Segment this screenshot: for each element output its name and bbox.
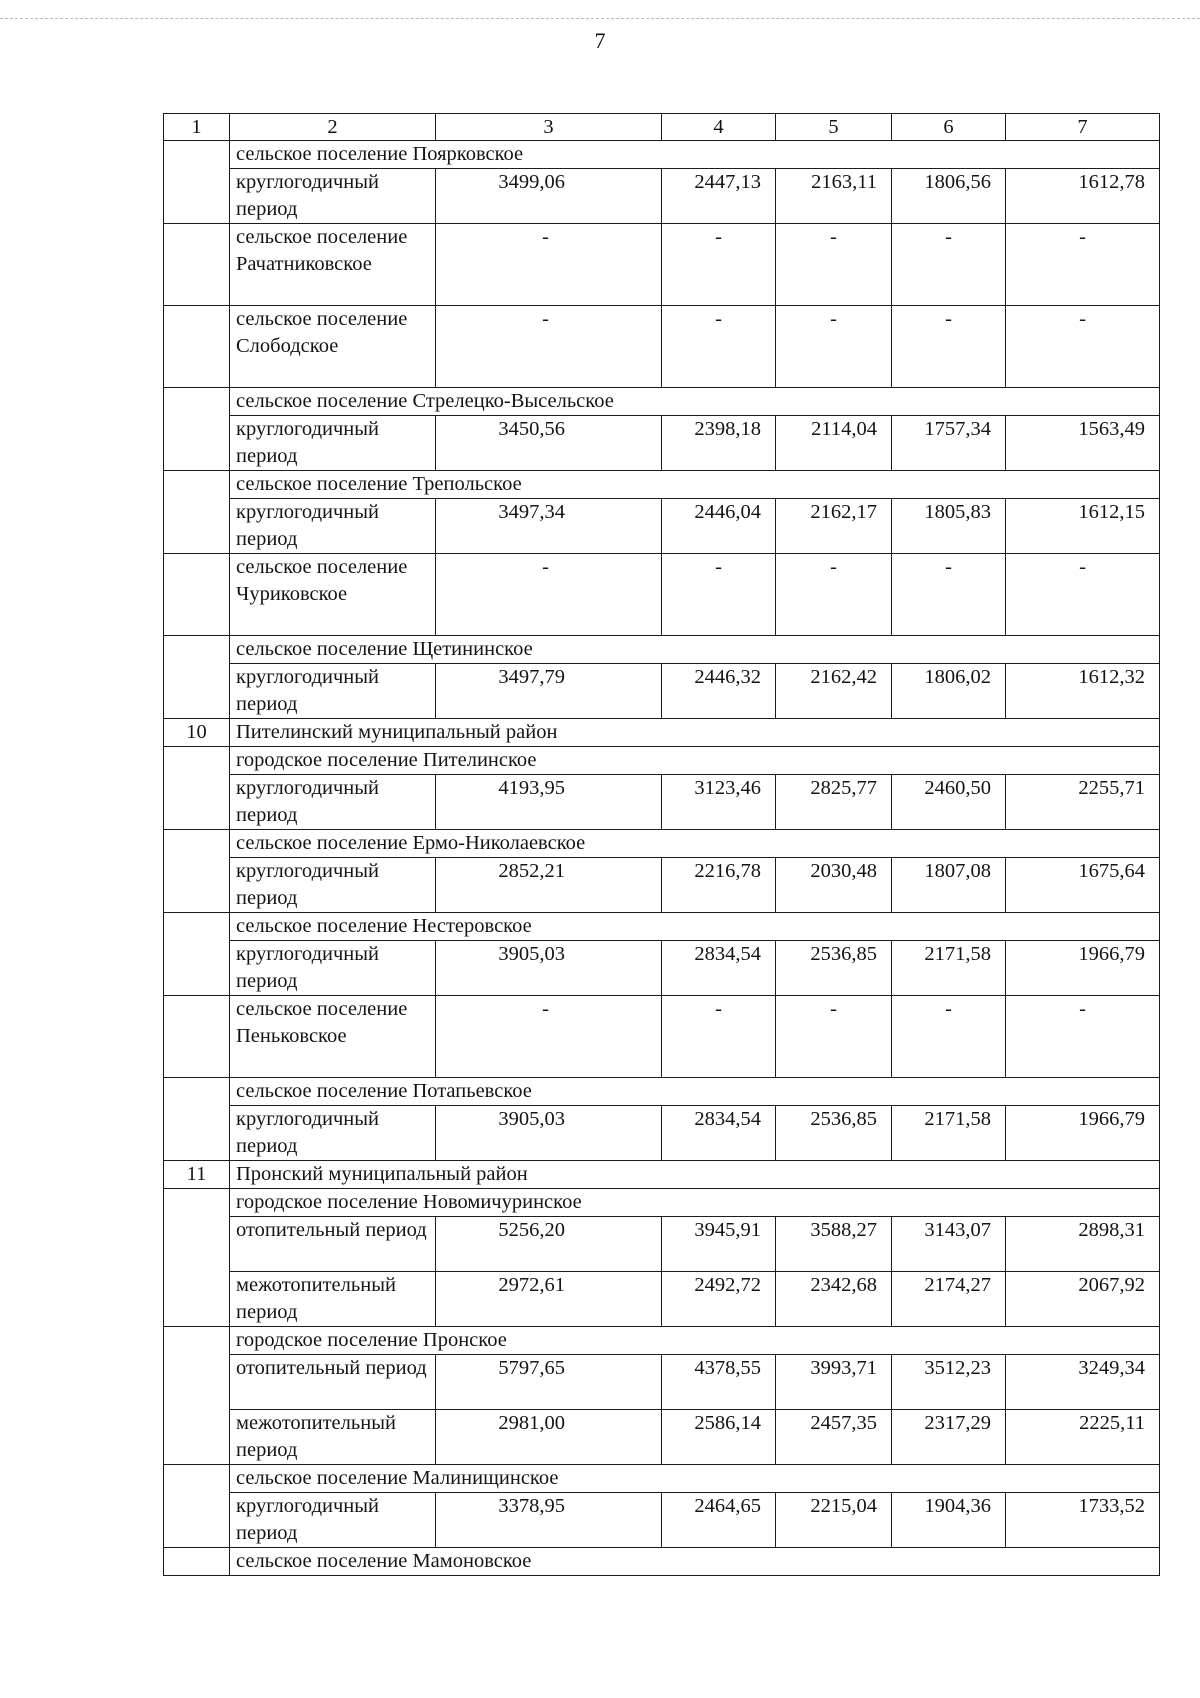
row-label: сельское поселение Пеньковское (230, 996, 436, 1078)
row-label: круглогодичный период (230, 499, 436, 554)
row-index: 10 (164, 719, 230, 747)
table-row (164, 664, 1160, 719)
value-cell: 2464,65 (662, 1493, 776, 1548)
row-label: круглогодичный период (230, 1106, 436, 1161)
value-cell: 2446,04 (662, 499, 776, 554)
row-label: круглогодичный период (230, 1493, 436, 1548)
settlement-name: сельское поселение Трепольское (230, 471, 1160, 499)
value-cell: 2586,14 (662, 1410, 776, 1465)
table-row (164, 499, 1160, 554)
settlement-name: сельское поселение Малинищинское (230, 1465, 1160, 1493)
row-label: отопительный период (230, 1217, 436, 1272)
column-number: 3 (436, 114, 662, 141)
row-index (164, 636, 230, 719)
row-index (164, 224, 230, 306)
table-row (164, 306, 1160, 388)
value-cell: 2174,27 (892, 1272, 1006, 1327)
value-cell: 1757,34 (892, 416, 1006, 471)
value-cell: 2536,85 (776, 1106, 892, 1161)
value-cell: 1904,36 (892, 1493, 1006, 1548)
value-cell: 2067,92 (1006, 1272, 1160, 1327)
settlement-name: сельское поселение Поярковское (230, 141, 1160, 169)
value-cell: 2460,50 (892, 775, 1006, 830)
table-row (164, 996, 1160, 1078)
value-cell: 3249,34 (1006, 1355, 1160, 1410)
value-cell: 1612,78 (1006, 169, 1160, 224)
settlement-row (164, 913, 1160, 941)
column-number: 2 (230, 114, 436, 141)
value-cell: 3945,91 (662, 1217, 776, 1272)
value-cell: 2972,61 (436, 1272, 662, 1327)
table-row (164, 416, 1160, 471)
value-cell: 2447,13 (662, 169, 776, 224)
row-index (164, 1548, 230, 1576)
row-label: круглогодичный период (230, 941, 436, 996)
row-index (164, 1189, 230, 1327)
settlement-name: сельское поселение Ермо-Николаевское (230, 830, 1160, 858)
value-cell: - (436, 224, 662, 306)
value-cell: 2225,11 (1006, 1410, 1160, 1465)
value-cell: - (662, 306, 776, 388)
value-cell: 3450,56 (436, 416, 662, 471)
value-cell: 2163,11 (776, 169, 892, 224)
value-cell: - (662, 554, 776, 636)
row-index (164, 830, 230, 913)
settlement-row (164, 471, 1160, 499)
value-cell: - (662, 996, 776, 1078)
settlement-name: сельское поселение Потапьевское (230, 1078, 1160, 1106)
row-index (164, 141, 230, 224)
value-cell: 3123,46 (662, 775, 776, 830)
row-label: круглогодичный период (230, 775, 436, 830)
settlement-row (164, 1078, 1160, 1106)
value-cell: - (1006, 996, 1160, 1078)
row-label: сельское поселение Рачатниковское (230, 224, 436, 306)
value-cell: 5797,65 (436, 1355, 662, 1410)
value-cell: - (892, 554, 1006, 636)
table-row (164, 554, 1160, 636)
value-cell: - (436, 306, 662, 388)
value-cell: 3378,95 (436, 1493, 662, 1548)
district-name: Пронский муниципальный район (230, 1161, 1160, 1189)
value-cell: 2162,17 (776, 499, 892, 554)
value-cell: 4378,55 (662, 1355, 776, 1410)
value-cell: - (892, 996, 1006, 1078)
value-cell: 2852,21 (436, 858, 662, 913)
row-index (164, 1327, 230, 1465)
district-row (164, 1161, 1160, 1189)
table-row (164, 1410, 1160, 1465)
row-label: сельское поселение Слободское (230, 306, 436, 388)
value-cell: 3512,23 (892, 1355, 1006, 1410)
table-row (164, 224, 1160, 306)
value-cell: 1612,32 (1006, 664, 1160, 719)
value-cell: 2834,54 (662, 1106, 776, 1161)
column-number: 1 (164, 114, 230, 141)
row-index (164, 388, 230, 471)
value-cell: - (776, 996, 892, 1078)
row-index (164, 1078, 230, 1161)
table-row (164, 941, 1160, 996)
settlement-name: городское поселение Новомичуринское (230, 1189, 1160, 1217)
value-cell: 1675,64 (1006, 858, 1160, 913)
row-index (164, 306, 230, 388)
row-label: межотопительный период (230, 1272, 436, 1327)
settlement-row (164, 1465, 1160, 1493)
column-number-row (164, 114, 1160, 141)
value-cell: 2171,58 (892, 941, 1006, 996)
settlement-row (164, 636, 1160, 664)
value-cell: 3143,07 (892, 1217, 1006, 1272)
value-cell: 2825,77 (776, 775, 892, 830)
value-cell: 1806,56 (892, 169, 1006, 224)
table-row (164, 1217, 1160, 1272)
value-cell: 1807,08 (892, 858, 1006, 913)
value-cell: 2114,04 (776, 416, 892, 471)
value-cell: 2342,68 (776, 1272, 892, 1327)
value-cell: 1563,49 (1006, 416, 1160, 471)
value-cell: 2030,48 (776, 858, 892, 913)
value-cell: 2834,54 (662, 941, 776, 996)
value-cell: - (1006, 306, 1160, 388)
settlement-row (164, 747, 1160, 775)
table-body (164, 141, 1160, 1576)
settlement-name: сельское поселение Нестеровское (230, 913, 1160, 941)
row-index (164, 1465, 230, 1548)
value-cell: 3497,79 (436, 664, 662, 719)
row-index (164, 471, 230, 554)
row-label: круглогодичный период (230, 664, 436, 719)
settlement-row (164, 830, 1160, 858)
value-cell: 2536,85 (776, 941, 892, 996)
value-cell: - (776, 306, 892, 388)
value-cell: - (892, 224, 1006, 306)
row-index (164, 913, 230, 996)
settlement-name: городское поселение Пронское (230, 1327, 1160, 1355)
value-cell: 2255,71 (1006, 775, 1160, 830)
row-label: межотопительный период (230, 1410, 436, 1465)
value-cell: - (776, 554, 892, 636)
value-cell: - (436, 996, 662, 1078)
row-index (164, 554, 230, 636)
value-cell: 2492,72 (662, 1272, 776, 1327)
value-cell: 5256,20 (436, 1217, 662, 1272)
table-row (164, 1272, 1160, 1327)
value-cell: 1966,79 (1006, 941, 1160, 996)
value-cell: 1966,79 (1006, 1106, 1160, 1161)
column-number: 5 (776, 114, 892, 141)
table-row (164, 1355, 1160, 1410)
row-label: отопительный период (230, 1355, 436, 1410)
settlement-row (164, 1189, 1160, 1217)
settlement-name: сельское поселение Стрелецко-Высельское (230, 388, 1160, 416)
value-cell: 2215,04 (776, 1493, 892, 1548)
district-row (164, 719, 1160, 747)
column-number: 4 (662, 114, 776, 141)
column-number: 6 (892, 114, 1006, 141)
value-cell: 2981,00 (436, 1410, 662, 1465)
value-cell: - (1006, 554, 1160, 636)
scan-edge-line (0, 18, 1200, 19)
settlement-row (164, 388, 1160, 416)
row-index: 11 (164, 1161, 230, 1189)
column-number: 7 (1006, 114, 1160, 141)
value-cell: 1612,15 (1006, 499, 1160, 554)
value-cell: - (1006, 224, 1160, 306)
value-cell: 3905,03 (436, 1106, 662, 1161)
row-label: круглогодичный период (230, 416, 436, 471)
table-row (164, 858, 1160, 913)
row-label: круглогодичный период (230, 858, 436, 913)
value-cell: 3905,03 (436, 941, 662, 996)
value-cell: 2317,29 (892, 1410, 1006, 1465)
value-cell: 2171,58 (892, 1106, 1006, 1161)
value-cell: 2398,18 (662, 416, 776, 471)
tariff-table (163, 113, 1160, 1576)
value-cell: 3497,34 (436, 499, 662, 554)
table-row (164, 775, 1160, 830)
settlement-name: сельское поселение Щетининское (230, 636, 1160, 664)
value-cell: 2216,78 (662, 858, 776, 913)
row-label: сельское поселение Чуриковское (230, 554, 436, 636)
value-cell: - (776, 224, 892, 306)
row-index (164, 996, 230, 1078)
settlement-row (164, 1327, 1160, 1355)
value-cell: 2457,35 (776, 1410, 892, 1465)
row-index (164, 747, 230, 830)
settlement-row (164, 1548, 1160, 1576)
value-cell: 1733,52 (1006, 1493, 1160, 1548)
row-label: круглогодичный период (230, 169, 436, 224)
value-cell: 2898,31 (1006, 1217, 1160, 1272)
value-cell: 3993,71 (776, 1355, 892, 1410)
value-cell: 1806,02 (892, 664, 1006, 719)
settlement-name: сельское поселение Мамоновское (230, 1548, 1160, 1576)
table-row (164, 1493, 1160, 1548)
table-row (164, 169, 1160, 224)
settlement-row (164, 141, 1160, 169)
value-cell: 2446,32 (662, 664, 776, 719)
district-name: Пителинский муниципальный район (230, 719, 1160, 747)
value-cell: 4193,95 (436, 775, 662, 830)
value-cell: 1805,83 (892, 499, 1006, 554)
page-number: 7 (594, 28, 606, 53)
value-cell: 3588,27 (776, 1217, 892, 1272)
value-cell: 3499,06 (436, 169, 662, 224)
value-cell: - (662, 224, 776, 306)
value-cell: 2162,42 (776, 664, 892, 719)
value-cell: - (436, 554, 662, 636)
value-cell: - (892, 306, 1006, 388)
table-row (164, 1106, 1160, 1161)
settlement-name: городское поселение Пителинское (230, 747, 1160, 775)
